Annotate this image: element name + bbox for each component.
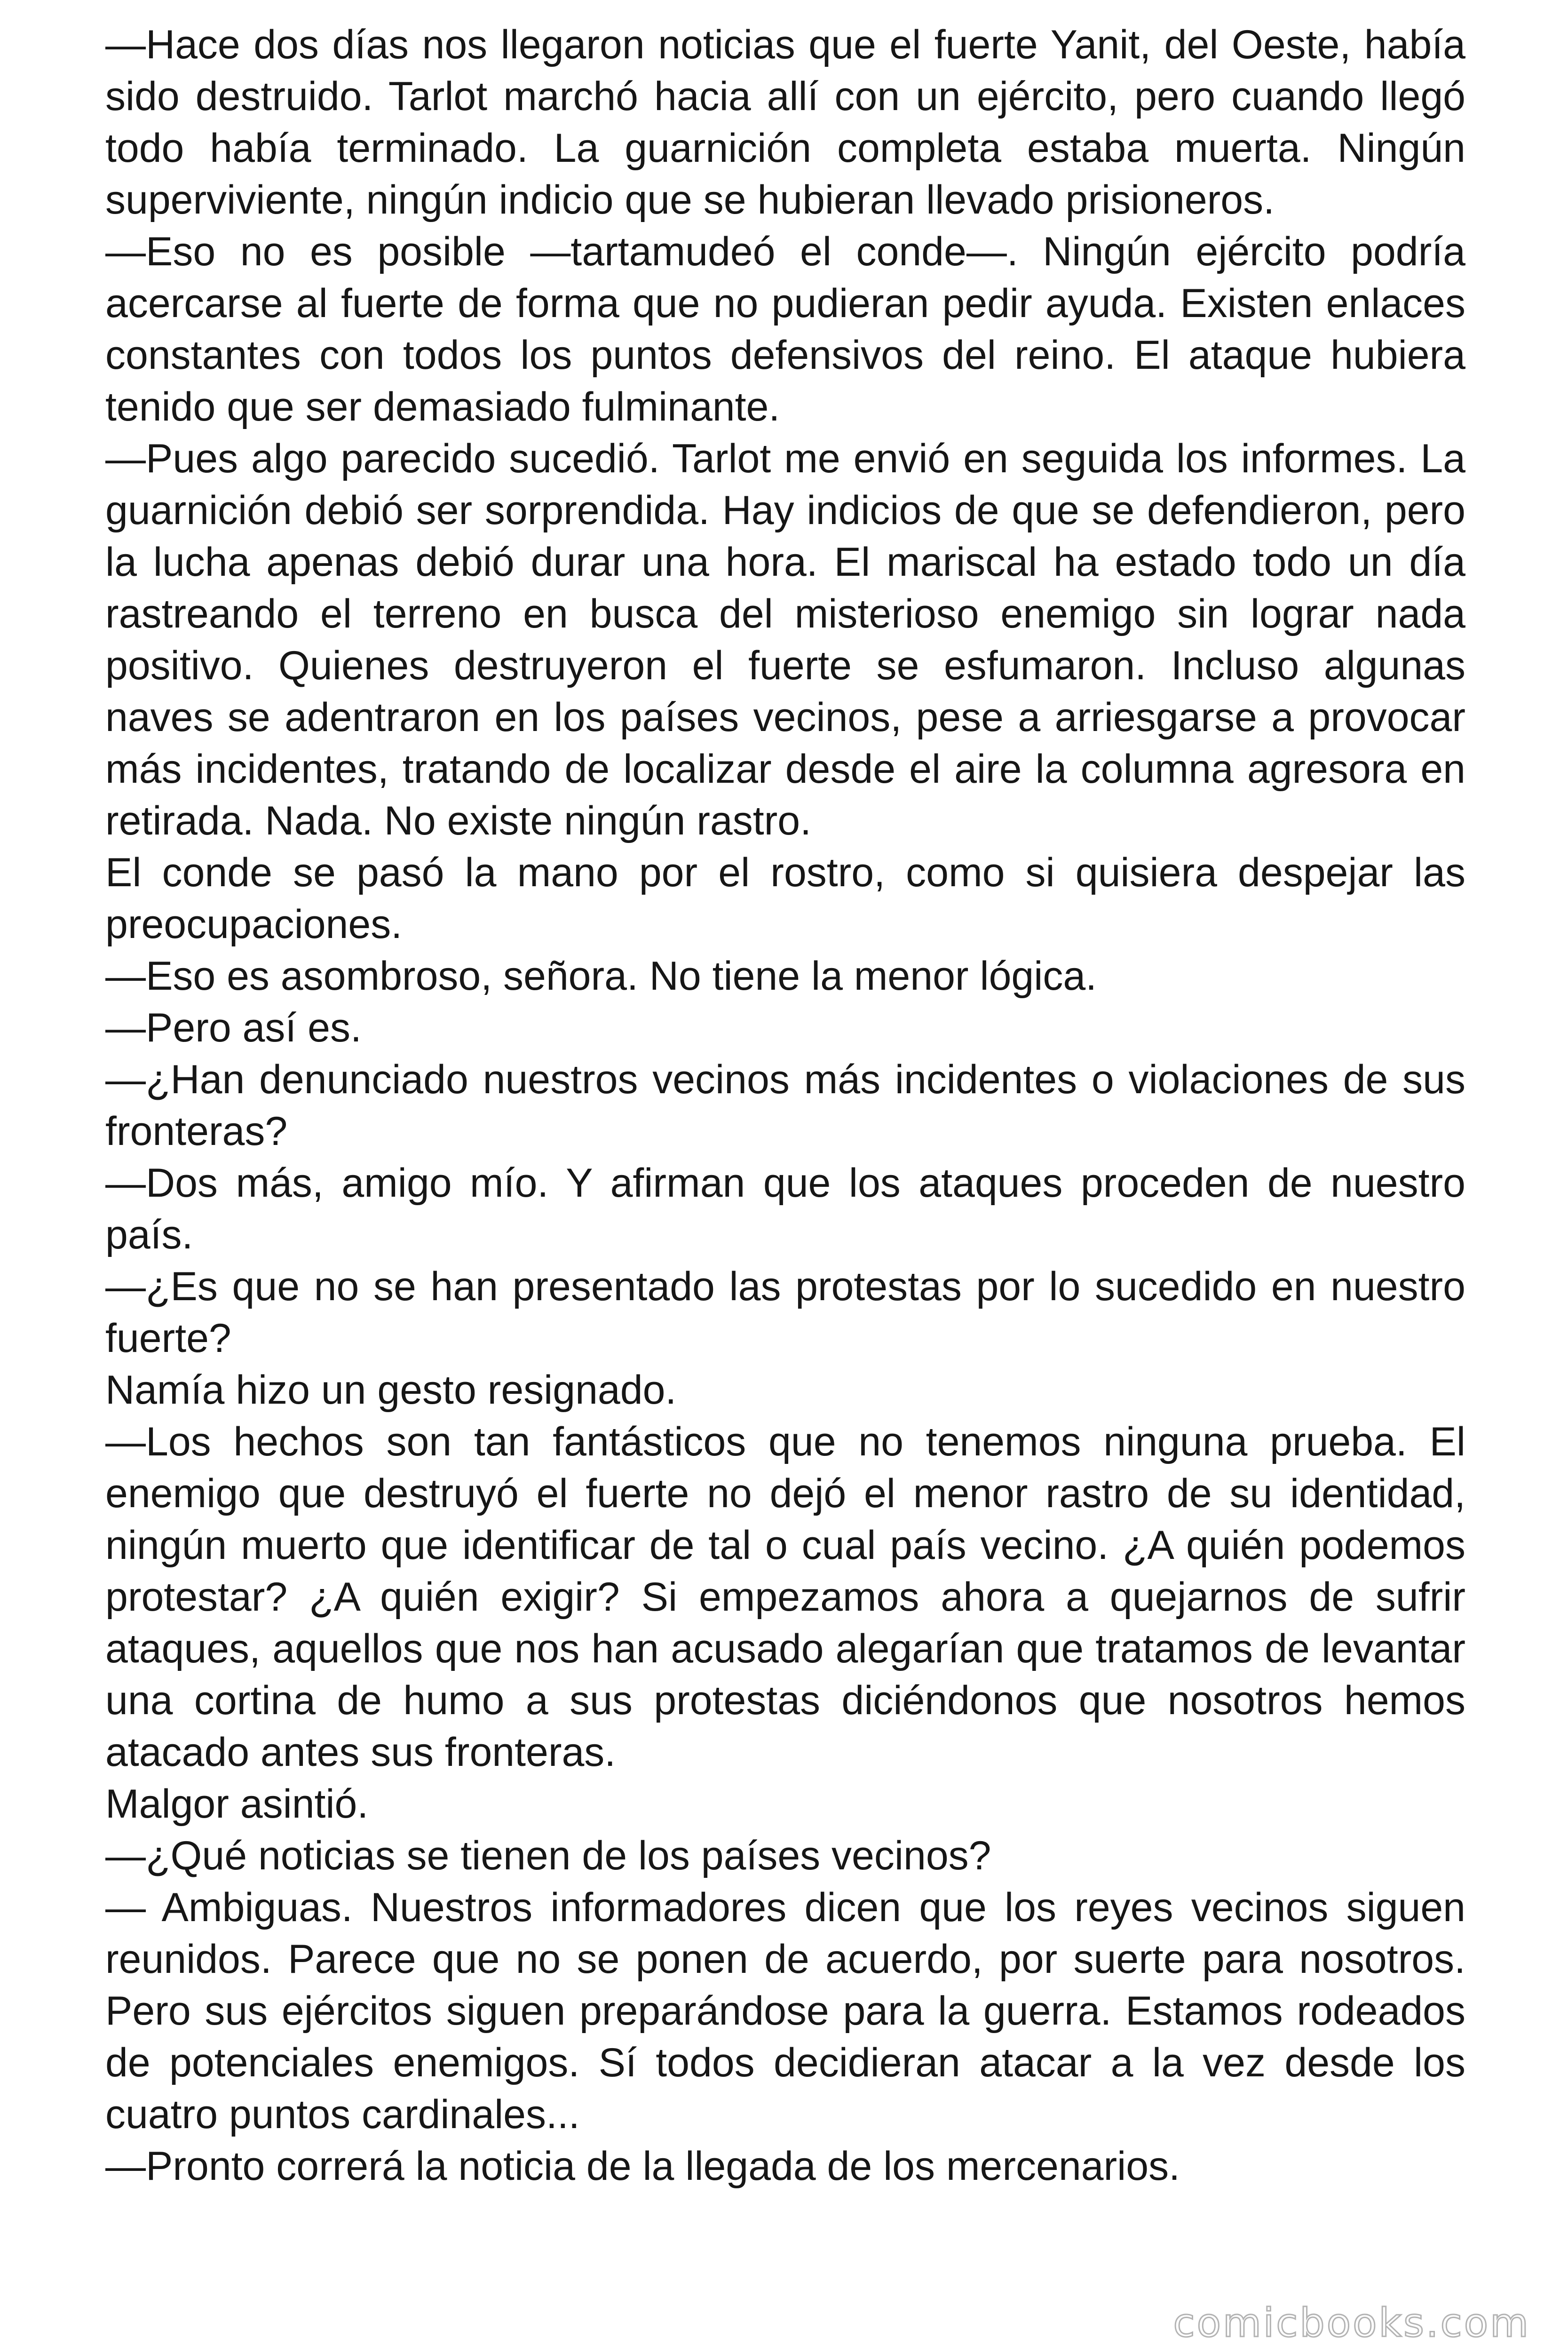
paragraph-8: —Dos más, amigo mío. Y afirman que los ataques proceden de nuestro país. [105,1160,1465,1257]
paragraph-1: —Hace dos días nos llegaron noticias que el fuerte Yanit, del Oeste, había sido destruido. Tarlot marchó hacia allí con un ejército, pero cuando llegó todo había terminado. La guarnición completa estaba muerta. Ningún superviviente, ningún indicio que se hubieran llevado prisioneros. [105,22,1465,222]
paragraph-2: —Eso no es posible —tartamudeó el conde—. Ningún ejército podría acercarse al fuerte de forma que no pudieran pedir ayuda. Existen enlaces constantes con todos los puntos defensivos del reino. El ataque hubiera tenido que ser demasiado fulminante. [105,229,1465,429]
paragraph-9: —¿Es que no se han presentado las protestas por lo sucedido en nuestro fuerte? [105,1264,1465,1361]
paragraph-4: El conde se pasó la mano por el rostro, como si quisiera despejar las preocupaciones. [105,850,1465,947]
paragraph-14: — Ambiguas. Nuestros informadores dicen que los reyes vecinos siguen reunidos. Parece que no se ponen de acuerdo, por suerte para nosotros. Pero sus ejércitos siguen preparándose para la guerra. Estamos rodeados de potenciales enemigos. Sí todos decidieran atacar a la vez desde los cuatro puntos cardinales... [105,1885,1465,2137]
paragraph-5: —Eso es asombroso, señora. No tiene la menor lógica. [105,954,1097,999]
paragraph-12: Malgor asintió. [105,1781,369,1827]
paragraph-13: —¿Qué noticias se tienen de los países vecinos? [105,1833,991,1878]
paragraph-7: —¿Han denunciado nuestros vecinos más incidentes o violaciones de sus fronteras? [105,1057,1465,1154]
paragraph-11: —Los hechos son tan fantásticos que no tenemos ninguna prueba. El enemigo que destruyó el fuerte no dejó el menor rastro de su identidad, ningún muerto que identificar de tal o cual país vecino. ¿A quién podemos protestar? ¿A quién exigir? Si empezamos ahora a quejarnos de sufrir ataques, aquellos que nos han acusado alegarían que tratamos de levantar una cortina de humo a sus protestas diciéndonos que nosotros hemos atacado antes sus fronteras. [105,1419,1465,1775]
body-text [105,19,1465,2192]
watermark: comicbooks.com [1173,2300,1530,2346]
paragraph-3: —Pues algo parecido sucedió. Tarlot me envió en seguida los informes. La guarnición debió ser sorprendida. Hay indicios de que se defendieron, pero la lucha apenas debió durar una hora. El mariscal ha estado todo un día rastreando el terreno en busca del misterioso enemigo sin lograr nada positivo. Quienes destruyeron el fuerte se esfumaron. Incluso algunas naves se adentraron en los países vecinos, pese a arriesgarse a provocar más incidentes, tratando de localizar desde el aire la columna agresora en retirada. Nada. No existe ningún rastro. [105,436,1465,843]
paragraph-10: Namía hizo un gesto resignado. [105,1367,677,1413]
paragraph-6: —Pero así es. [105,1005,362,1050]
paragraph-15: —Pronto correrá la noticia de la llegada de los mercenarios. [105,2144,1180,2189]
